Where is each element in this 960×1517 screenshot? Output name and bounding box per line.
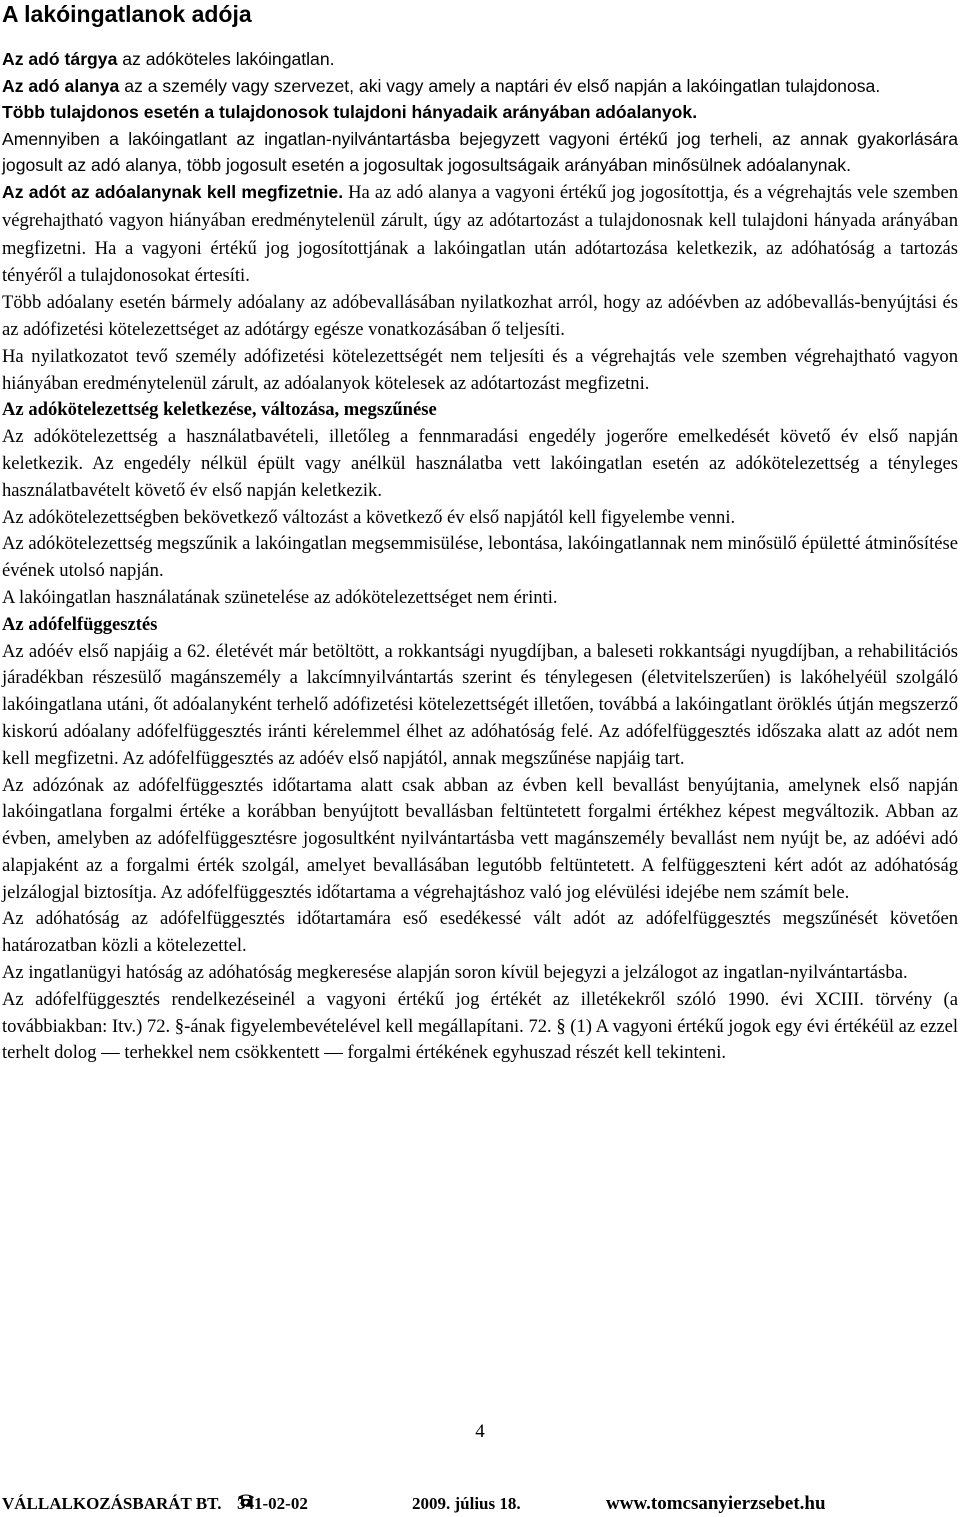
tax-object-text: az adóköteles lakóingatlan. — [117, 49, 335, 69]
paragraph-declaration: Ha nyilatkozatot tevő személy adófizetési kötelezettségét nem teljesíti és a végrehajtás vele szemben végrehajtható vagyon hiányában eredménytelenül zárult, az adóalanyok kötelesek az adótartozást megfizetni. — [2, 345, 958, 394]
obligation-paragraph-1: Az adókötelezettség a használatbavételi, illetőleg a fennmaradási engedély jogerőre emelkedését követő év első napján keletkezik. Az engedély nélkül épült vagy anélkül használatba vett lakóingatlan esetén az adókötelezettség a tényleges használatbavételt követő év első napján keletkezik. — [2, 426, 958, 501]
page-number: 4 — [475, 1421, 485, 1442]
footer-company: VÁLLALKOZÁSBARÁT BT. — [2, 1494, 222, 1513]
suspension-paragraph-5: Az adófelfüggesztés rendelkezéseinél a vagyoni értékű jog értékét az illetékekről szóló 1990. évi XCIII. törvény (a továbbiakban: Itv.) 72. §-ának figyelembevételével kell megállapítani. 72. § (1) A vagyoni értékű jogok egy évi értékéül az ezzel terhelt dolog — terhekkel nem csökkentett — forgalmi értékének egyhuszad részét kell tekinteni. — [2, 988, 959, 1064]
suspension-paragraph-1: Az adóév első napjáig a 62. életévét már betöltött, a rokkantsági nyugdíjban, a baleseti rokkantsági nyugdíjban, a rehabilitációs járadékban részesülő magánszemély a lakcímnyilvántartás szerint és ténylegesen (életvitelszerűen) is lakóhelyéül szolgáló lakóingatlana utáni, őt adóalanyként terhelő adófizetési kötelezettségét illetően, továbbá a lakóingatlant öröklés útján megszerző kiskorú adóalany adófelfüggesztés iránti kérelemmel élhet az adóhatóság felé. Az adófelfüggesztés időszaka alatt az adót nem kell megfizetni. Az adófelfüggesztés az adóév első napjától, annak megszűnése napjáig tart. — [2, 640, 958, 769]
intro-paragraph-3 — [2, 99, 958, 126]
intro-paragraph-1 — [2, 46, 958, 73]
intro-paragraph-5 — [2, 182, 343, 202]
page-footer — [0, 1493, 960, 1517]
tax-object-label: Az adó tárgya — [2, 49, 118, 69]
obligation-paragraph-3: Az adókötelezettség megszűnik a lakóingatlan megsemmisülése, lebontása, lakóingatlannak nem minősülő épületté átminősítése évének utolsó napján. — [2, 533, 958, 582]
payment-obligation-text: Ha az adó alanya a vagyoni értékű jog jogosítottja, és a végrehajtás vele szemben végrehajtható vagyon hiányában eredménytelenül zárult, úgy az adótartozást a tulajdonosnak kell tulajdoni hányada arányában megfizetni. Ha a vagyoni értékű jog jogosítottjának a lakóingatlan után adótartozása keletkezik, az adóhatóság a tartozás tényéről a tulajdonosokat értesíti. — [2, 181, 959, 287]
document-body — [2, 46, 958, 1067]
suspension-paragraph-3: Az adóhatóság az adófelfüggesztés időtartamára eső esedékessé vált adót az adófelfüggesztés megszűnését követően határozatban közli a kötelezettel. — [2, 908, 958, 957]
section-heading-obligation: Az adókötelezettség keletkezése, változása, megszűnése — [2, 399, 437, 421]
page-title: A lakóingatlanok adója — [2, 1, 252, 27]
section-heading-suspension: Az adófelfüggesztés — [2, 613, 158, 635]
obligation-paragraph-4: A lakóingatlan használatának szünetelése az adókötelezettséget nem érinti. — [2, 586, 558, 608]
intro-paragraph-2 — [2, 73, 958, 100]
footer-website-link[interactable]: www.tomcsanyierzsebet.hu — [606, 1493, 826, 1514]
suspension-paragraph-2: Az adózónak az adófelfüggesztés időtartama alatt csak abban az évben kell bevallást benyújtania, amelynek első napján lakóingatlana forgalmi értéke a korábban benyújtott bevallásban feltüntetett forgalmi értékhez képest megváltozik. Abban az évben, amelyben az adófelfüggesztésre jogosultként nyilvántartásba vett magánszemély bevallást nem nyújt be, az adóévi adó alapjaként az a forgalmi érték szolgál, amelyet bevallásában legutóbb feltüntetett. A felfüggeszteni kért adót az adóhatóság jelzálogjal biztosítja. Az adófelfüggesztés időtartama a végrehajtáshoz való jog elévülési idejébe nem számít bele. — [2, 774, 958, 903]
suspension-paragraph-4: Az ingatlanügyi hatóság az adóhatóság megkeresése alapján soron kívül bejegyzi a jelzálogot az ingatlan-nyilvántartásba. — [2, 962, 908, 984]
taxpayer-text: az a személy vagy szervezet, aki vagy amely a naptári év első napján a lakóingatlan tulajdonosa. — [119, 75, 881, 96]
main-block — [2, 290, 958, 1067]
taxpayer-label: Az adó alanya — [2, 75, 120, 96]
paragraph-multiple-taxpayers: Több adóalany esetén bármely adóalany az adóbevallásában nyilatkozhat arról, hogy az adóévben az adóbevallás-benyújtási és az adófizetési kötelezettséget az adótárgy egésze vonatkozásában ő teljesíti. — [2, 292, 958, 340]
multiple-owners-text: Több tulajdonos esetén a tulajdonosok tulajdoni hányadaik arányában adóalanyok. — [2, 102, 698, 123]
footer-phone: 341-02-02 — [237, 1494, 308, 1513]
intro-paragraph-4: Amennyiben a lakóingatlant az ingatlan-nyilvántartásba bejegyzett vagyoni értékű jog terheli, az annak gyakorlására jogosult az adó alanya, több jogosult esetén a jogosultak jogosultságaik arányában minősülnek adóalanynak. — [2, 128, 958, 176]
footer-date: 2009. július 18. — [412, 1494, 521, 1513]
intro-block — [2, 46, 958, 290]
obligation-paragraph-2: Az adókötelezettségben bekövetkező változást a következő év első napjától kell figyelembe venni. — [2, 506, 736, 528]
payment-obligation-label: Az adót az adóalanynak kell megfizetnie. — [2, 181, 344, 202]
